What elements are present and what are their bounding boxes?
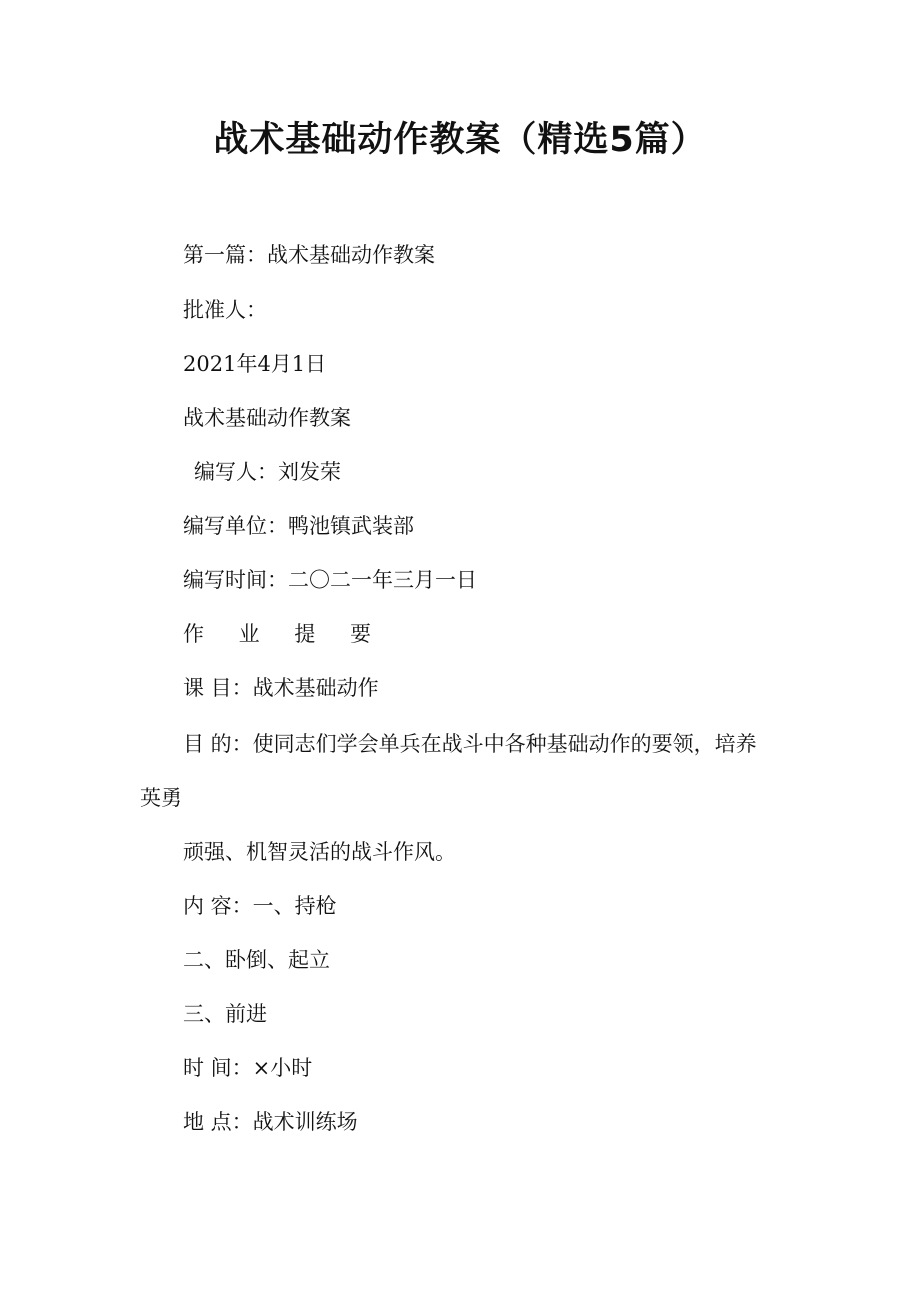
assignment-summary-heading: 作 业 提 要 bbox=[183, 622, 386, 646]
lesson-plan-name: 战术基础动作教案 bbox=[183, 406, 351, 430]
location-line: 地 点：战术训练场 bbox=[183, 1110, 358, 1134]
content-item-2: 二、卧倒、起立 bbox=[183, 948, 330, 972]
approval-date: 2021年4月1日 bbox=[183, 352, 327, 376]
content-line: 内 容：一、持枪 bbox=[183, 894, 337, 918]
author-unit-line: 编写单位：鸭池镇武装部 bbox=[183, 514, 414, 538]
document-title: 战术基础动作教案（精选5篇） bbox=[213, 120, 707, 160]
subject-line: 课 目：战术基础动作 bbox=[183, 676, 379, 700]
section-heading: 第一篇：战术基础动作教案 bbox=[183, 243, 435, 267]
purpose-line-wrap: 英勇 bbox=[140, 786, 182, 810]
purpose-line: 目 的：使同志们学会单兵在战斗中各种基础动作的要领，培养 bbox=[183, 732, 757, 756]
content-item-3: 三、前进 bbox=[183, 1002, 267, 1026]
approver-label: 批准人： bbox=[183, 298, 267, 322]
author-line: 编写人：刘发荣 bbox=[194, 460, 341, 484]
written-date-line: 编写时间：二〇二一年三月一日 bbox=[183, 568, 477, 592]
time-line: 时 间：×小时 bbox=[183, 1056, 313, 1080]
purpose-line-continued: 顽强、机智灵活的战斗作风。 bbox=[183, 840, 456, 864]
